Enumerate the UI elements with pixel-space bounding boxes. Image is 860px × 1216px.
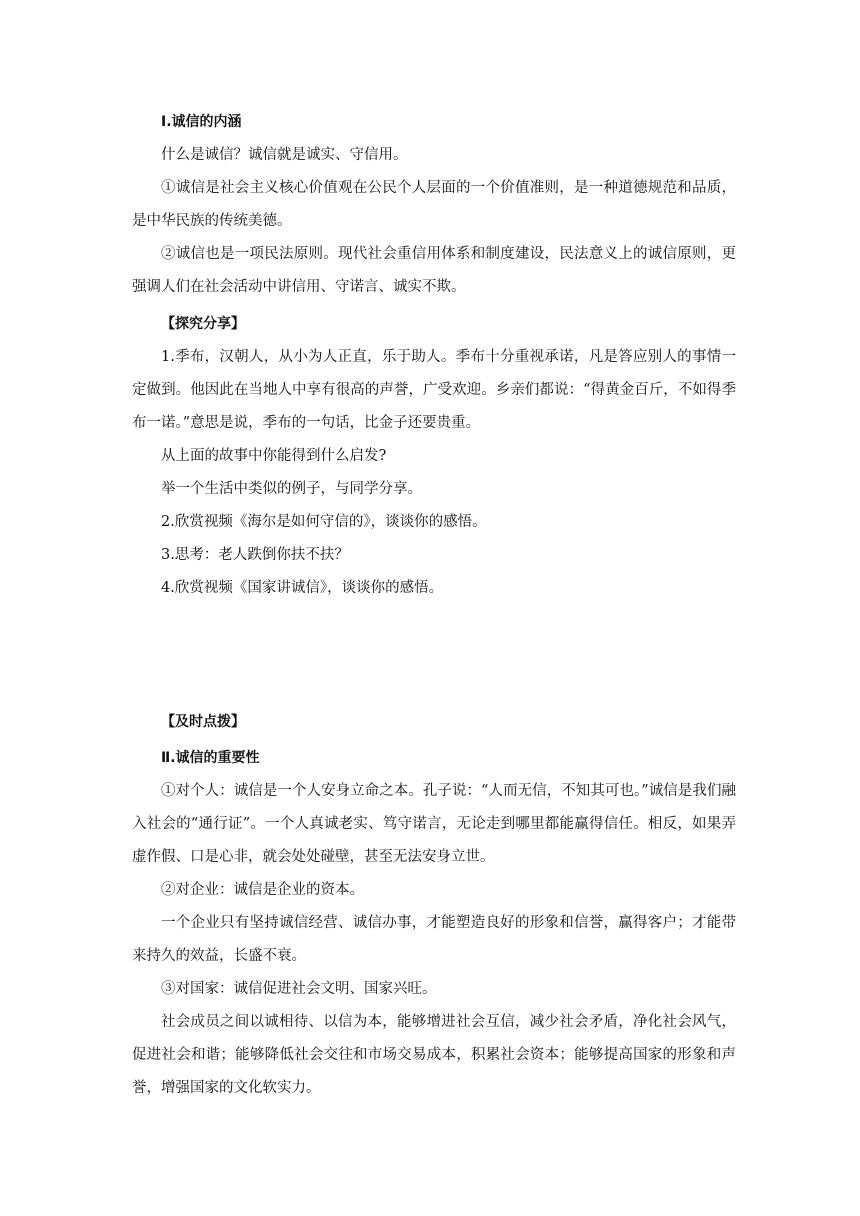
paragraph: ①诚信是社会主义核心价值观在公民个人层面的一个价值准则，是一种道德规范和品质，是中华民族的传统美德。	[132, 180, 736, 229]
paragraph: ②诚信也是一项民法原则。现代社会重信用体系和制度建设，民法意义上的诚信原则，更强调人们在社会活动中讲信用、守诺言、诚实不欺。	[132, 246, 736, 295]
paragraph: 1.季布，汉朝人，从小为人正直，乐于助人。季布十分重视承诺，凡是答应别人的事情一定做到。他因此在当地人中享有很高的声誉，广受欢迎。乡亲们都说：“得黄金百斤，不如得季布一诺。”意思是说，季布的一句话，比金子还要贵重。	[132, 349, 736, 431]
paragraph: ②对企业：诚信是企业的资本。	[161, 882, 364, 898]
section-timely-tips	[132, 706, 736, 739]
paragraph: ①对个人：诚信是一个人安身立命之本。孔子说：“人而无信，不知其可也。”诚信是我们融入社会的“通行证”。一个人真诚老实、笃守诺言，无论走到哪里都能赢得信任。相反，如果弄虚作假、口是心非，就会处处碰壁，甚至无法安身立世。	[132, 783, 736, 865]
section-heading: 【探究分享】	[161, 316, 245, 332]
paragraph: 2.欣赏视频《海尔是如何守信的》，谈谈你的感悟。	[161, 514, 487, 530]
paragraph: 一个企业只有坚持诚信经营、诚信办事，才能塑造良好的形象和信誉，赢得客户；才能带来持久的效益，长盛不衰。	[132, 915, 736, 964]
section-explore-share	[132, 308, 736, 605]
paragraph: 举一个生活中类似的例子，与同学分享。	[161, 481, 422, 497]
section-heading: Ⅰ.诚信的内涵	[161, 114, 242, 130]
section-heading: Ⅱ.诚信的重要性	[161, 750, 260, 766]
section-integrity-meaning	[132, 106, 736, 304]
paragraph: 什么是诚信？诚信就是诚实、守信用。	[161, 147, 408, 163]
paragraph: ③对国家：诚信促进社会文明、国家兴旺。	[161, 981, 437, 997]
section-integrity-importance	[132, 742, 736, 1105]
paragraph: 4.欣赏视频《国家讲诚信》，谈谈你的感悟。	[161, 580, 444, 596]
paragraph: 从上面的故事中你能得到什么启发?	[161, 448, 387, 464]
paragraph: 3.思考：老人跌倒你扶不扶？	[161, 547, 349, 563]
section-heading: 【及时点拨】	[161, 714, 245, 730]
paragraph: 社会成员之间以诚相待、以信为本，能够增进社会互信，减少社会矛盾，净化社会风气，促进社会和谐；能够降低社会交往和市场交易成本，积累社会资本；能够提高国家的形象和声誉，增强国家的文化软实力。	[132, 1014, 736, 1096]
